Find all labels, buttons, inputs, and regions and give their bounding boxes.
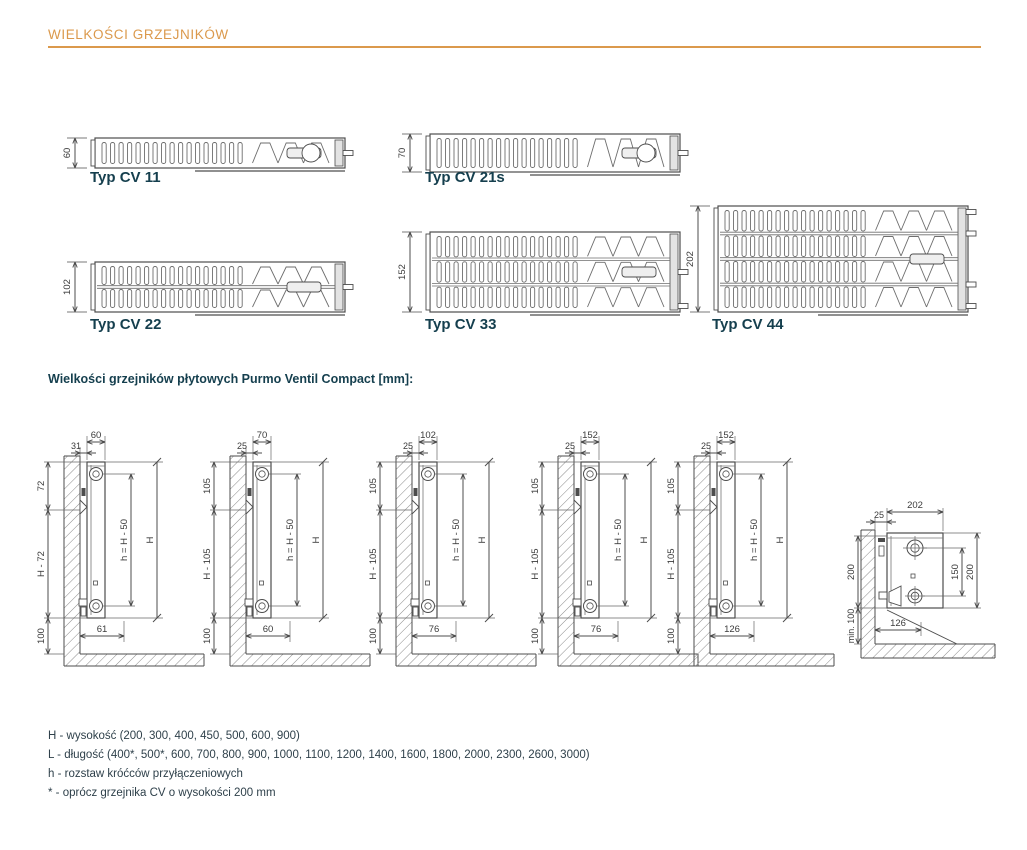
dim-label: 76 bbox=[428, 624, 440, 635]
dim-label: H bbox=[639, 536, 650, 544]
side-diagram-5 bbox=[666, 418, 846, 718]
dim-label: 126 bbox=[890, 618, 906, 629]
dim-label: h = H - 50 bbox=[119, 519, 130, 561]
dim-label: 70 bbox=[256, 430, 268, 441]
dim-label: h = H - 50 bbox=[749, 519, 760, 561]
footnote-height: H - wysokość (200, 300, 400, 450, 500, 600, 900) bbox=[48, 730, 300, 742]
section-subtitle: Wielkości grzejników płytowych Purmo Ventil Compact [mm]: bbox=[48, 372, 414, 386]
dim-label: 25 bbox=[700, 441, 712, 451]
cv33-cross-section-drawing bbox=[390, 224, 694, 320]
cv33-label: Typ CV 33 bbox=[425, 316, 497, 333]
dim-label: 105 bbox=[202, 478, 213, 494]
dim-label: 60 bbox=[90, 430, 102, 441]
dim-label: 152 bbox=[718, 430, 734, 441]
footnotes bbox=[48, 730, 590, 806]
dim-label: H bbox=[311, 536, 322, 544]
dim-label: H - 105 bbox=[202, 548, 213, 580]
dim-label: h = H - 50 bbox=[451, 519, 462, 561]
side-diagram-2 bbox=[202, 418, 382, 718]
dim-label: 202 bbox=[685, 251, 696, 267]
dim-label: 25 bbox=[402, 441, 414, 451]
dim-label: 25 bbox=[236, 441, 248, 451]
dim-label: 60 bbox=[262, 624, 274, 635]
dim-label: 61 bbox=[96, 624, 108, 635]
dim-label: H bbox=[145, 536, 156, 544]
cv22-cross-section-drawing bbox=[55, 254, 359, 320]
dim-label: 150 bbox=[950, 564, 961, 580]
dim-label: 72 bbox=[36, 480, 47, 492]
dim-label: 25 bbox=[873, 510, 885, 520]
dim-label: 70 bbox=[397, 147, 408, 159]
dim-label: 200 bbox=[846, 564, 857, 580]
footnote-asterisk: * - oprócz grzejnika CV o wysokości 200 mm bbox=[48, 787, 276, 799]
dim-label: 25 bbox=[564, 441, 576, 451]
corner-installation-diagram bbox=[845, 418, 1027, 718]
page-title: WIELKOŚCI GRZEJNIKÓW bbox=[48, 27, 229, 42]
dim-label: 152 bbox=[582, 430, 598, 441]
dim-label: 105 bbox=[368, 478, 379, 494]
cv11-label: Typ CV 11 bbox=[90, 169, 161, 186]
dim-label: 102 bbox=[420, 430, 436, 441]
dim-label: H bbox=[775, 536, 786, 544]
dim-label: 105 bbox=[666, 478, 677, 494]
footnote-length: L - długość (400*, 500*, 600, 700, 800, 900, 1000, 1100, 1200, 1400, 1600, 1800, 2000, 2300, 2600, 3000) bbox=[48, 749, 590, 761]
dim-label: H - 105 bbox=[666, 548, 677, 580]
cv21s-label: Typ CV 21s bbox=[425, 169, 505, 186]
dim-label: h = H - 50 bbox=[285, 519, 296, 561]
dim-label: 105 bbox=[530, 478, 541, 494]
cv22-label: Typ CV 22 bbox=[90, 316, 162, 333]
dim-label: 102 bbox=[62, 279, 73, 295]
footnote-spacing: h - rozstaw króćców przyłączeniowych bbox=[48, 768, 243, 780]
dim-label: 100 bbox=[202, 628, 213, 644]
cv44-cross-section-drawing bbox=[678, 198, 982, 320]
dim-label: H - 72 bbox=[36, 551, 47, 577]
dim-label: H - 105 bbox=[368, 548, 379, 580]
side-diagram-3 bbox=[368, 418, 548, 718]
dim-label: 100 bbox=[530, 628, 541, 644]
dim-label: 76 bbox=[590, 624, 602, 635]
title-rule bbox=[48, 46, 981, 48]
dim-label: 100 bbox=[368, 628, 379, 644]
cv44-label: Typ CV 44 bbox=[712, 316, 784, 333]
dim-label: H - 105 bbox=[530, 548, 541, 580]
dim-label: 200 bbox=[965, 564, 976, 580]
dim-label: min. 100 bbox=[846, 608, 856, 644]
dim-label: H bbox=[477, 536, 488, 544]
dim-label: 100 bbox=[666, 628, 677, 644]
dim-label: 202 bbox=[907, 500, 923, 511]
dim-label: 126 bbox=[724, 624, 740, 635]
side-diagram-1 bbox=[36, 418, 216, 718]
dim-label: 100 bbox=[36, 628, 47, 644]
dim-label: 152 bbox=[397, 264, 408, 280]
dim-label: 60 bbox=[62, 147, 73, 159]
dim-label: h = H - 50 bbox=[613, 519, 624, 561]
dim-label: 31 bbox=[70, 441, 82, 451]
